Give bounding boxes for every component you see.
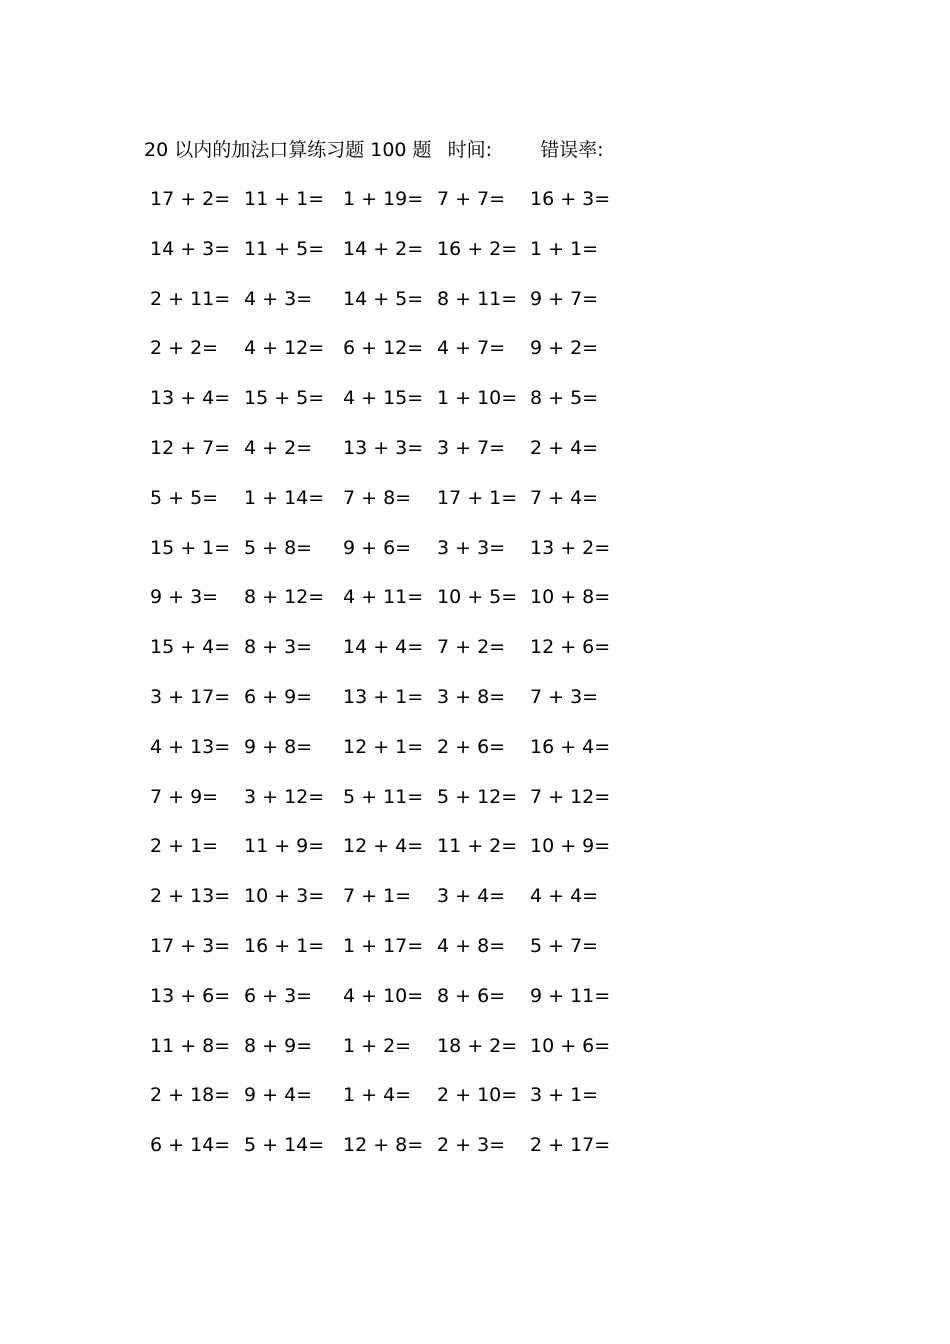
problem-row bbox=[144, 435, 624, 485]
problem-row bbox=[144, 983, 624, 1033]
problem-item: 9 + 3= bbox=[150, 586, 219, 609]
problem-row bbox=[144, 385, 624, 435]
problem-item: 2 + 2= bbox=[150, 337, 219, 360]
problem-row bbox=[144, 485, 624, 535]
problem-item: 17 + 3= bbox=[150, 934, 231, 957]
problem-item: 5 + 12= bbox=[437, 785, 518, 808]
problem-item: 12 + 7= bbox=[150, 436, 231, 459]
problem-item: 2 + 18= bbox=[150, 1084, 231, 1107]
problem-item: 16 + 3= bbox=[530, 188, 611, 210]
problem-item: 7 + 7= bbox=[437, 188, 506, 210]
problem-row bbox=[144, 883, 624, 933]
problem-row bbox=[144, 833, 624, 883]
problem-item: 12 + 4= bbox=[343, 835, 424, 858]
worksheet-title: 20 以内的加法口算练习题 100 题 bbox=[144, 139, 432, 161]
problem-item: 4 + 3= bbox=[244, 287, 313, 310]
problem-item: 3 + 3= bbox=[437, 536, 506, 559]
problem-item: 2 + 3= bbox=[437, 1134, 506, 1157]
problem-row bbox=[144, 286, 624, 336]
problem-item: 11 + 8= bbox=[150, 1034, 231, 1057]
problem-item: 17 + 1= bbox=[437, 486, 518, 509]
problem-item: 6 + 9= bbox=[244, 685, 313, 708]
problem-item: 11 + 5= bbox=[244, 237, 325, 260]
problem-item: 9 + 6= bbox=[343, 536, 412, 559]
problem-item: 10 + 6= bbox=[530, 1034, 611, 1057]
problem-item: 2 + 11= bbox=[150, 287, 231, 310]
problem-item: 3 + 8= bbox=[437, 685, 506, 708]
problem-item: 14 + 5= bbox=[343, 287, 424, 310]
problem-item: 7 + 1= bbox=[343, 885, 412, 908]
problem-item: 15 + 5= bbox=[244, 387, 325, 410]
problem-item: 5 + 14= bbox=[244, 1134, 325, 1157]
problem-item: 10 + 9= bbox=[530, 835, 611, 858]
time-label: 时间: bbox=[447, 139, 493, 161]
problem-item: 10 + 8= bbox=[530, 586, 611, 609]
problem-item: 7 + 12= bbox=[530, 785, 611, 808]
problem-item: 16 + 2= bbox=[437, 237, 518, 260]
problem-item: 8 + 11= bbox=[437, 287, 518, 310]
problem-item: 5 + 7= bbox=[530, 934, 599, 957]
problem-item: 2 + 4= bbox=[530, 436, 599, 459]
problem-item: 10 + 5= bbox=[437, 586, 518, 609]
problem-item: 13 + 2= bbox=[530, 536, 611, 559]
problem-item: 5 + 11= bbox=[343, 785, 424, 808]
problem-item: 4 + 7= bbox=[437, 337, 506, 360]
problem-row bbox=[144, 784, 624, 834]
problem-item: 4 + 15= bbox=[343, 387, 424, 410]
problem-item: 1 + 1= bbox=[530, 237, 599, 260]
problem-item: 10 + 3= bbox=[244, 885, 325, 908]
problem-item: 14 + 4= bbox=[343, 636, 424, 659]
problem-item: 13 + 1= bbox=[343, 685, 424, 708]
problem-item: 8 + 12= bbox=[244, 586, 325, 609]
problem-item: 3 + 1= bbox=[530, 1084, 599, 1107]
problem-item: 2 + 6= bbox=[437, 735, 506, 758]
problem-item: 11 + 2= bbox=[437, 835, 518, 858]
problem-item: 1 + 4= bbox=[343, 1084, 412, 1107]
problem-row bbox=[144, 1132, 624, 1182]
problem-item: 8 + 3= bbox=[244, 636, 313, 659]
problem-grid bbox=[144, 186, 624, 1182]
problem-row bbox=[144, 684, 624, 734]
problem-item: 14 + 2= bbox=[343, 237, 424, 260]
problem-item: 4 + 2= bbox=[244, 436, 313, 459]
problem-item: 5 + 8= bbox=[244, 536, 313, 559]
problem-item: 4 + 4= bbox=[530, 885, 599, 908]
problem-item: 12 + 1= bbox=[343, 735, 424, 758]
problem-row bbox=[144, 734, 624, 784]
problem-item: 9 + 4= bbox=[244, 1084, 313, 1107]
problem-item: 1 + 2= bbox=[343, 1034, 412, 1057]
error-rate-label: 错误率: bbox=[540, 139, 604, 161]
problem-item: 2 + 13= bbox=[150, 885, 231, 908]
problem-row bbox=[144, 933, 624, 983]
problem-item: 7 + 2= bbox=[437, 636, 506, 659]
problem-row bbox=[144, 1082, 624, 1132]
problem-item: 6 + 3= bbox=[244, 984, 313, 1007]
problem-row bbox=[144, 584, 624, 634]
problem-item: 8 + 9= bbox=[244, 1034, 313, 1057]
problem-item: 13 + 4= bbox=[150, 387, 231, 410]
problem-row bbox=[144, 1033, 624, 1083]
problem-item: 4 + 8= bbox=[437, 934, 506, 957]
problem-row bbox=[144, 236, 624, 286]
problem-item: 15 + 1= bbox=[150, 536, 231, 559]
problem-item: 6 + 14= bbox=[150, 1134, 231, 1157]
problem-item: 9 + 11= bbox=[530, 984, 611, 1007]
problem-item: 6 + 12= bbox=[343, 337, 424, 360]
problem-item: 9 + 8= bbox=[244, 735, 313, 758]
problem-item: 9 + 2= bbox=[530, 337, 599, 360]
problem-item: 16 + 4= bbox=[530, 735, 611, 758]
problem-item: 9 + 7= bbox=[530, 287, 599, 310]
problem-item: 1 + 14= bbox=[244, 486, 325, 509]
problem-item: 17 + 2= bbox=[150, 188, 231, 210]
problem-item: 8 + 6= bbox=[437, 984, 506, 1007]
problem-row bbox=[144, 186, 624, 236]
problem-item: 11 + 9= bbox=[244, 835, 325, 858]
problem-item: 3 + 7= bbox=[437, 436, 506, 459]
problem-item: 3 + 17= bbox=[150, 685, 231, 708]
problem-item: 18 + 2= bbox=[437, 1034, 518, 1057]
problem-item: 4 + 13= bbox=[150, 735, 231, 758]
problem-item: 7 + 3= bbox=[530, 685, 599, 708]
worksheet-header bbox=[144, 137, 603, 163]
problem-item: 7 + 4= bbox=[530, 486, 599, 509]
problem-item: 7 + 9= bbox=[150, 785, 219, 808]
problem-row bbox=[144, 335, 624, 385]
problem-row bbox=[144, 634, 624, 684]
problem-item: 1 + 17= bbox=[343, 934, 424, 957]
problem-item: 11 + 1= bbox=[244, 188, 325, 210]
problem-item: 2 + 1= bbox=[150, 835, 219, 858]
problem-item: 8 + 5= bbox=[530, 387, 599, 410]
problem-item: 12 + 6= bbox=[530, 636, 611, 659]
problem-item: 3 + 4= bbox=[437, 885, 506, 908]
problem-item: 15 + 4= bbox=[150, 636, 231, 659]
problem-item: 2 + 10= bbox=[437, 1084, 518, 1107]
problem-item: 3 + 12= bbox=[244, 785, 325, 808]
problem-row bbox=[144, 535, 624, 585]
problem-item: 13 + 3= bbox=[343, 436, 424, 459]
problem-item: 1 + 10= bbox=[437, 387, 518, 410]
problem-item: 4 + 12= bbox=[244, 337, 325, 360]
problem-item: 4 + 11= bbox=[343, 586, 424, 609]
problem-item: 12 + 8= bbox=[343, 1134, 424, 1157]
problem-item: 2 + 17= bbox=[530, 1134, 611, 1157]
problem-item: 13 + 6= bbox=[150, 984, 231, 1007]
problem-item: 4 + 10= bbox=[343, 984, 424, 1007]
problem-item: 7 + 8= bbox=[343, 486, 412, 509]
problem-item: 1 + 19= bbox=[343, 188, 424, 210]
problem-item: 16 + 1= bbox=[244, 934, 325, 957]
problem-item: 14 + 3= bbox=[150, 237, 231, 260]
problem-item: 5 + 5= bbox=[150, 486, 219, 509]
